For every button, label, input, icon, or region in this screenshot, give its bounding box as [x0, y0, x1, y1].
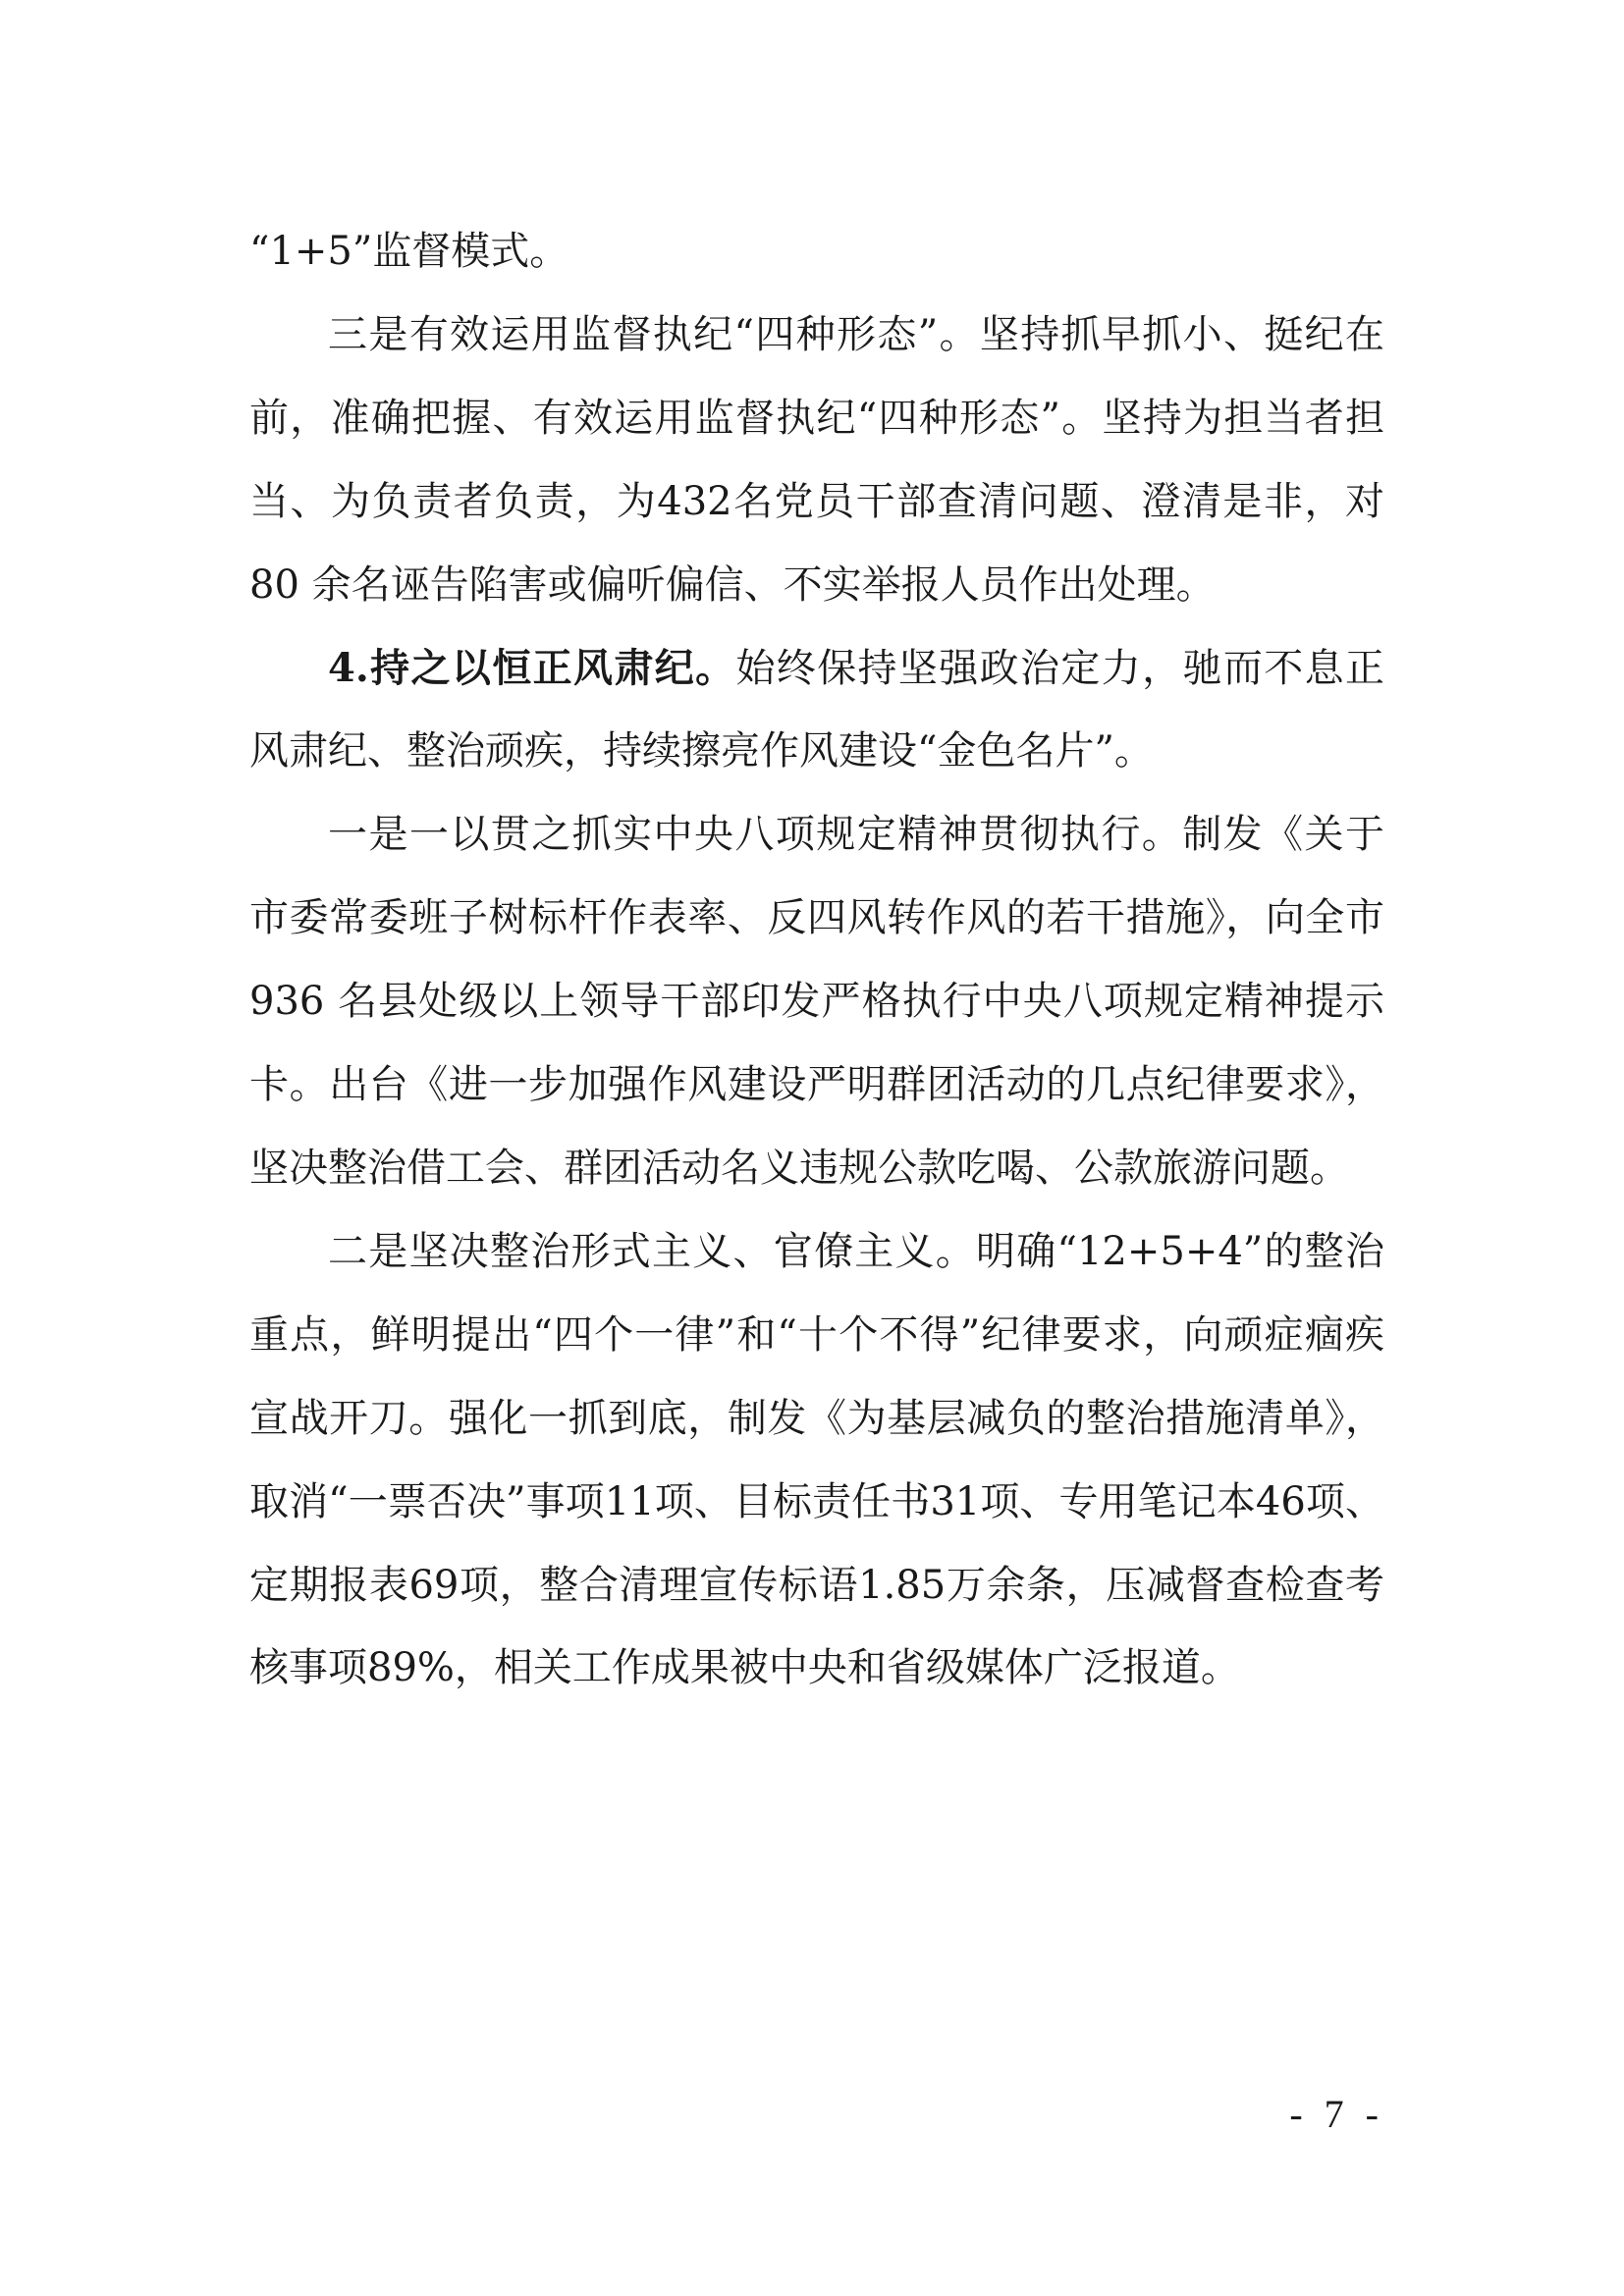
- paragraph-formalism: [249, 1210, 1384, 1710]
- body-text: [249, 210, 1384, 1710]
- paragraph-text: “1+5”监督模式。: [249, 229, 569, 274]
- paragraph-text: 三是有效运用监督执纪“四种形态”。坚持抓早抓小、挺纪在前，准确把握、有效运用监督执纪“四种形态”。坚持为担当者担当、为负责者负责，为432名党员干部查清问题、澄清是非，对 80 余名诬告陷害或偏听偏信、不实举报人员作出处理。: [249, 311, 1384, 608]
- paragraph-text: 始终保持坚强政治定力，驰而不息正风肃纪、整治顽疾，持续擦亮作风建设“金色名片”。: [249, 645, 1384, 774]
- paragraph-text: 二是坚决整治形式主义、官僚主义。明确“12+5+4”的整治重点，鲜明提出“四个一律”和“十个不得”纪律要求，向顽症痼疾宣战开刀。强化一抓到底，制发《为基层减负的整治措施清单》，取消“一票否决”事项11项、目标责任书31项、专用笔记本46项、定期报表69项，整合清理宣传标语1.85万余条，压减督查检查考核事项89%，相关工作成果被中央和省级媒体广泛报道。: [249, 1228, 1384, 1691]
- paragraph-section-4: [249, 627, 1384, 794]
- paragraph-continuation: [249, 210, 1384, 294]
- paragraph-text: 一是一以贯之抓实中央八项规定精神贯彻执行。制发《关于市委常委班子树标杆作表率、反四风转作风的若干措施》，向全市 936 名县处级以上领导干部印发严格执行中央八项规定精神提示卡。出台《进一步加强作风建设严明群团活动的几点纪律要求》，坚决整治借工会、群团活动名义违规公款吃喝、公款旅游问题。: [249, 812, 1384, 1191]
- page-number: - 7 -: [1289, 2092, 1384, 2136]
- section-heading: 4.持之以恒正风肃纪。: [328, 644, 736, 691]
- paragraph-four-forms: [249, 294, 1384, 627]
- paragraph-eight-rules: [249, 793, 1384, 1210]
